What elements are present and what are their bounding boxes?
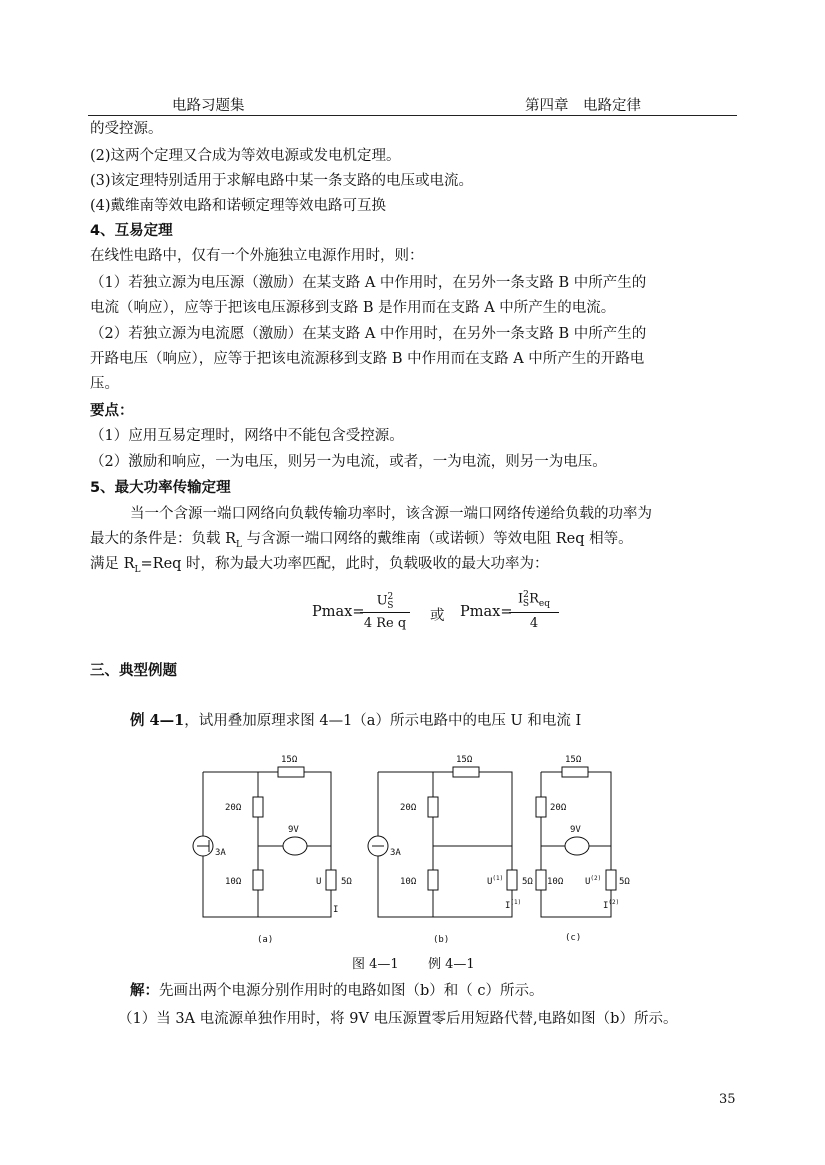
circuit-c bbox=[536, 767, 616, 917]
fraction-bar bbox=[360, 612, 410, 613]
formula-numerator: $U^2_S$ bbox=[376, 592, 394, 611]
text-line: 最大的条件是：负载 $R_L$ 与含源一端口网络的戴维南（或诺顿）等效电阻 Req 相等。 bbox=[90, 531, 633, 550]
text-line: （1）若独立源为电压源（激励）在某支路 A 中作用时，在另外一条支路 B 中所产生的 bbox=[90, 275, 647, 291]
text-line: (2)这两个定理又合成为等效电源或发电机定理。 bbox=[90, 148, 401, 164]
page-number: 35 bbox=[719, 1092, 736, 1107]
label-3a: 3A bbox=[215, 848, 226, 858]
text-line: (4)戴维南等效电路和诺顿定理等效电路可互换 bbox=[90, 198, 387, 214]
circuit-a bbox=[193, 767, 339, 917]
label-15ohm: 15Ω bbox=[565, 755, 582, 765]
label-i1: $I^{(1)}$ bbox=[505, 899, 522, 911]
text-line: 的受控源。 bbox=[90, 121, 163, 137]
label-5ohm: 5Ω bbox=[341, 877, 352, 887]
text-line: 满足 $R_L=Req$ 时，称为最大功率匹配，此时，负载吸收的最大功率为： bbox=[90, 556, 549, 575]
text-line: （2）激励和响应，一为电压，则另一为电流，或者，一为电流，则另一为电压。 bbox=[90, 454, 607, 470]
label-10ohm: 10Ω bbox=[225, 877, 242, 887]
label-15ohm: 15Ω bbox=[456, 755, 473, 765]
label-u2: $U^{(2)}$ bbox=[585, 875, 602, 887]
label-15ohm: 15Ω bbox=[281, 755, 298, 765]
label-9v: 9V bbox=[288, 825, 299, 835]
section-heading: 4、互易定理 bbox=[90, 223, 173, 239]
header-right: 第四章 电路定律 bbox=[525, 98, 641, 114]
figure-caption: 图 4—1 bbox=[352, 957, 399, 972]
text-line: （2）若独立源为电流愿（激励）在某支路 A 中作用时，在另外一条支路 B 中所产生的 bbox=[90, 326, 647, 342]
label-10ohm: 10Ω bbox=[400, 877, 417, 887]
circuit-figure bbox=[195, 742, 630, 952]
text-line: （1）当 3A 电流源单独作用时，将 9V 电压源置零后用短路代替,电路如图（b）所示。 bbox=[118, 1011, 678, 1027]
fraction-bar bbox=[509, 612, 559, 613]
label-20ohm: 20Ω bbox=[550, 803, 567, 813]
text-line: 压。 bbox=[90, 376, 119, 392]
text-line: （1）应用互易定理时，网络中不能包含受控源。 bbox=[90, 428, 404, 444]
section-heading: 5、最大功率传输定理 bbox=[90, 480, 231, 496]
caption-b: (b) bbox=[433, 935, 450, 945]
header-rule bbox=[88, 115, 737, 116]
label-i2: $I^{(2)}$ bbox=[603, 899, 620, 911]
label-i: I bbox=[333, 905, 339, 915]
section-heading: 三、典型例题 bbox=[90, 663, 177, 679]
text-line: 电流（响应），应等于把该电压源移到支路 B 是作用而在支路 A 中所产生的电流。 bbox=[90, 300, 616, 316]
text-line: 在线性电路中，仅有一个外施独立电源作用时，则： bbox=[90, 248, 424, 264]
caption-c: (c) bbox=[565, 933, 582, 943]
text-line: 当一个含源一端口网络向负载传输功率时，该含源一端口网络传递给负载的功率为 bbox=[130, 506, 652, 522]
caption-a: (a) bbox=[257, 935, 274, 945]
formula-denominator: 4 bbox=[529, 616, 539, 631]
label-20ohm: 20Ω bbox=[225, 803, 242, 813]
label-10ohm: 10Ω bbox=[547, 877, 564, 887]
key-points-heading: 要点： bbox=[90, 403, 134, 419]
solution-line: 解：先画出两个电源分别作用时的电路如图（b）和（ c）所示。 bbox=[130, 982, 544, 999]
header-left: 电路习题集 bbox=[172, 98, 245, 114]
circuit-b bbox=[368, 767, 517, 917]
label-9v: 9V bbox=[570, 825, 581, 835]
example-line: 例 4—1，试用叠加原理求图 4—1（a）所示电路中的电压 U 和电流 I bbox=[130, 712, 582, 729]
text-line: (3)该定理特别适用于求解电路中某一条支路的电压或电流。 bbox=[90, 173, 474, 189]
label-5ohm: 5Ω bbox=[522, 877, 533, 887]
label-3a: 3A bbox=[390, 848, 401, 858]
formula-numerator: $I^2_SR_{eq}$ bbox=[518, 590, 550, 609]
formula-denominator: 4 Re q bbox=[363, 616, 407, 631]
label-u: U bbox=[316, 877, 322, 887]
text-line: 开路电压（响应），应等于把该电流源移到支路 B 中作用而在支路 A 中所产生的开路电 bbox=[90, 351, 645, 367]
label-20ohm: 20Ω bbox=[400, 803, 417, 813]
label-u1: $U^{(1)}$ bbox=[487, 875, 504, 887]
label-5ohm: 5Ω bbox=[619, 877, 630, 887]
example-caption: 例 4—1 bbox=[428, 957, 475, 972]
